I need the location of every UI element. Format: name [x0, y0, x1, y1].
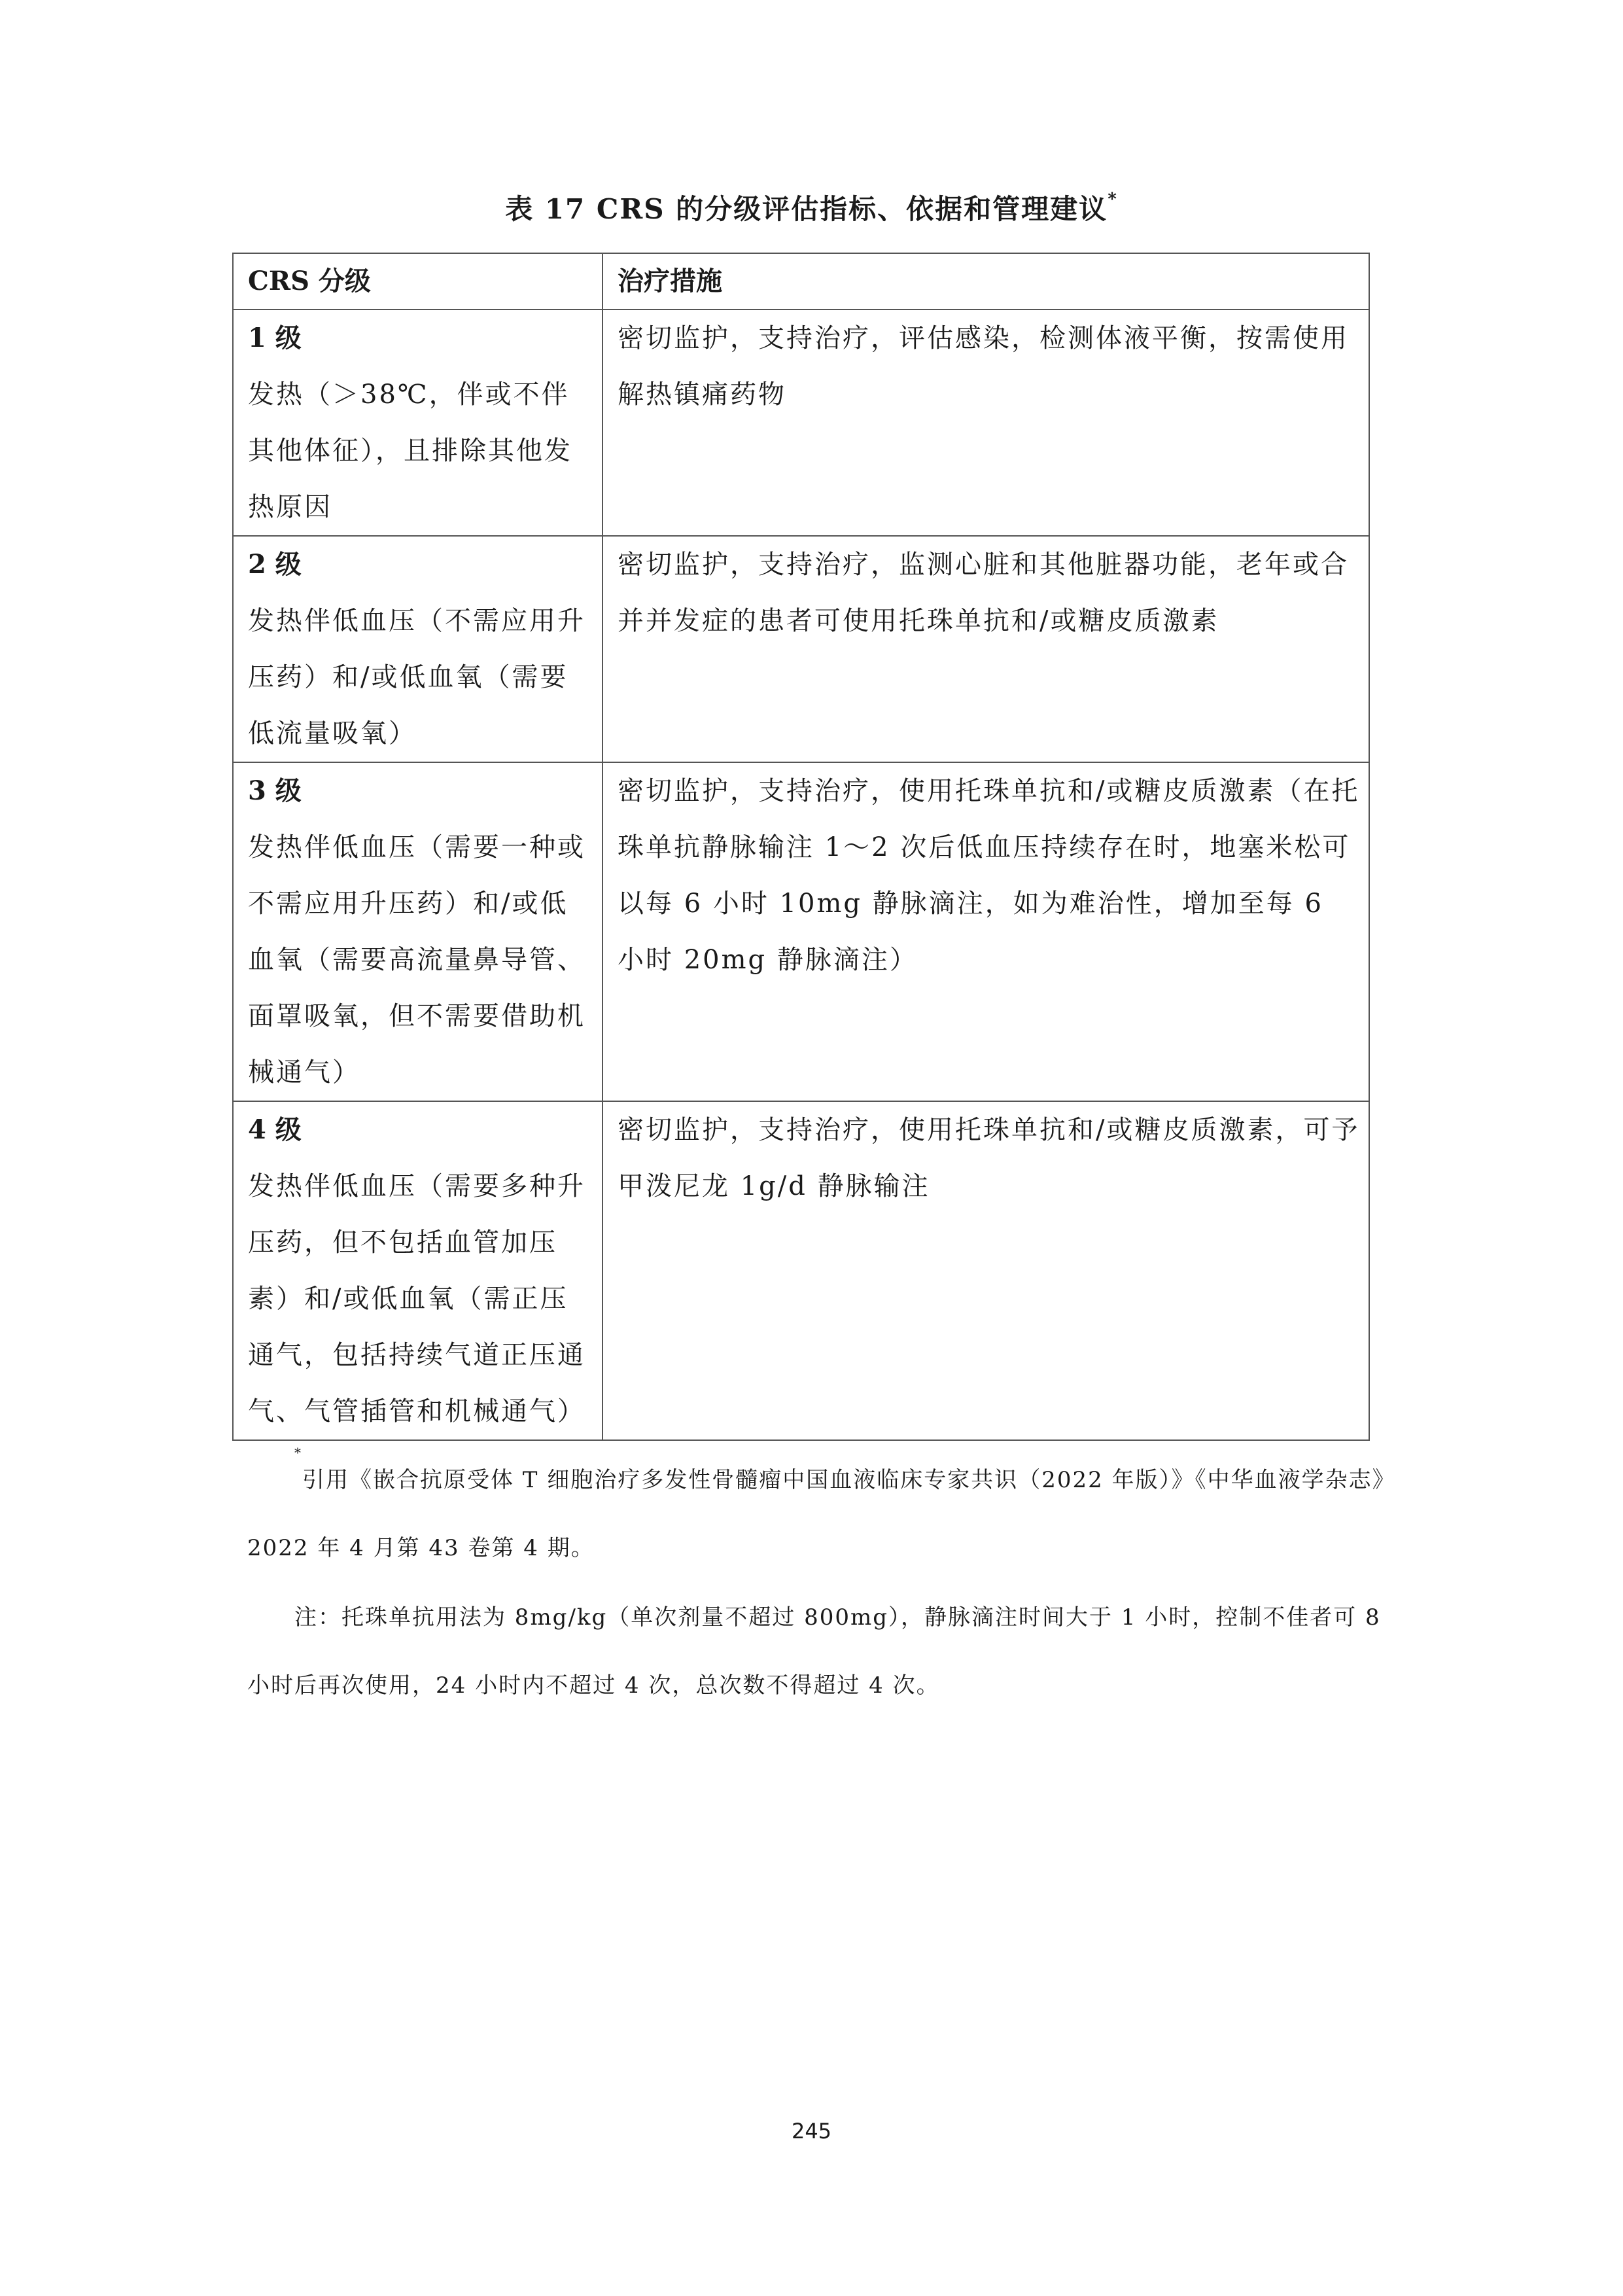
treatment-cell: 密切监护，支持治疗，监测心脏和其他脏器功能，老年或合并并发症的患者可使用托珠单抗和/或糖皮质激素	[602, 536, 1369, 762]
grade-label: 4 级	[248, 1114, 302, 1145]
grade-cell	[233, 762, 602, 1101]
reference-footnote	[247, 1446, 1392, 1582]
table-row	[233, 309, 1369, 536]
table-row	[233, 1101, 1369, 1440]
header-treatment: 治疗措施	[602, 253, 1369, 309]
usage-note	[247, 1583, 1392, 1720]
grade-cell	[233, 309, 602, 536]
header-crs-grade: CRS 分级	[233, 253, 602, 309]
table-title	[0, 190, 1623, 229]
treatment-cell: 密切监护，支持治疗，使用托珠单抗和/或糖皮质激素（在托珠单抗静脉输注 1～2 次后低血压持续存在时，地塞米松可以每 6 小时 10mg 静脉滴注，如为难治性，增加至每 6 小时 20mg 静脉滴注）	[602, 762, 1369, 1101]
usage-note-text: 注：托珠单抗用法为 8mg/kg（单次剂量不超过 800mg），静脉滴注时间大于 1 小时，控制不佳者可 8 小时后再次使用，24 小时内不超过 4 次，总次数不得超过 4 次。	[247, 1604, 1381, 1699]
reference-marker: *	[294, 1445, 302, 1460]
grade-criteria: 发热伴低血压（需要多种升压药，但不包括血管加压素）和/或低血氧（需正压通气，包括持续气道正压通气、气管插管和机械通气）	[248, 1171, 585, 1426]
table-row	[233, 536, 1369, 762]
title-footnote-marker: *	[1108, 190, 1118, 209]
grade-criteria: 发热伴低血压（需要一种或不需应用升压药）和/或低血氧（需要高流量鼻导管、面罩吸氧，但不需要借助机械通气）	[248, 832, 585, 1087]
reference-text: 引用《嵌合抗原受体 T 细胞治疗多发性骨髓瘤中国血液临床专家共识（2022 年版）》《中华血液学杂志》2022 年 4 月第 43 卷第 4 期。	[247, 1467, 1385, 1561]
grade-cell	[233, 1101, 602, 1440]
grade-criteria: 发热（＞38℃，伴或不伴其他体征），且排除其他发热原因	[248, 380, 572, 522]
crs-grading-table	[232, 253, 1370, 1441]
grade-criteria: 发热伴低血压（不需应用升压药）和/或低血氧（需要低流量吸氧）	[248, 606, 585, 749]
grade-label: 2 级	[248, 549, 302, 580]
page-number: 245	[791, 2119, 832, 2144]
treatment-cell: 密切监护，支持治疗，评估感染，检测体液平衡，按需使用解热镇痛药物	[602, 309, 1369, 536]
table-row	[233, 762, 1369, 1101]
grade-cell	[233, 536, 602, 762]
table-title-text: 表 17 CRS 的分级评估指标、依据和管理建议	[505, 193, 1108, 225]
table-header-row	[233, 253, 1369, 309]
treatment-cell: 密切监护，支持治疗，使用托珠单抗和/或糖皮质激素，可予甲泼尼龙 1g/d 静脉输注	[602, 1101, 1369, 1440]
grade-label: 1 级	[248, 323, 302, 353]
grade-label: 3 级	[248, 775, 302, 806]
